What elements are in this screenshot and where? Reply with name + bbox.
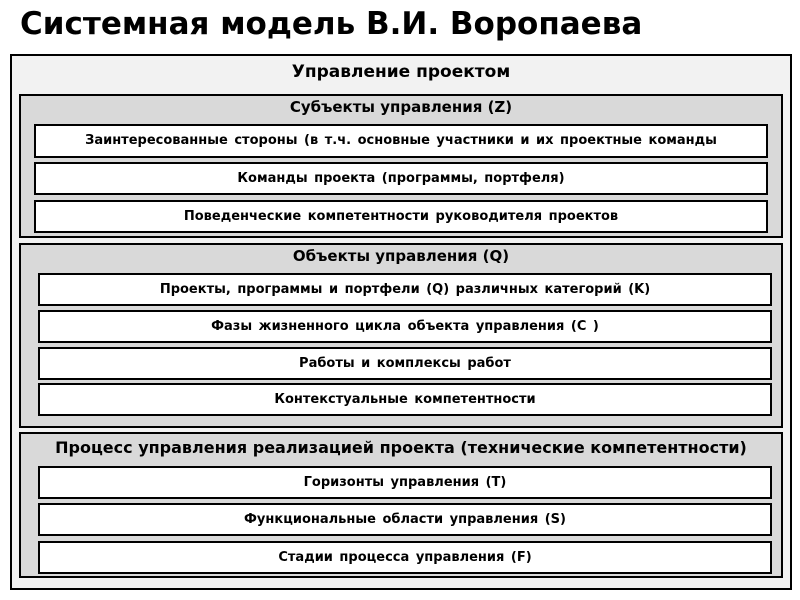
subjects-group-title: Субъекты управления (Z) bbox=[289, 98, 513, 116]
process-item-management-stages: Стадии процесса управления (F) bbox=[38, 541, 772, 574]
process-group-title: Процесс управления реализацией проекта (технические компетентности) bbox=[55, 438, 747, 457]
objects-item-works-and-complexes: Работы и комплексы работ bbox=[38, 347, 772, 380]
subjects-group bbox=[19, 94, 783, 238]
project-management-frame bbox=[10, 54, 792, 590]
subjects-item-project-teams: Команды проекта (программы, портфеля) bbox=[34, 162, 768, 195]
objects-group bbox=[19, 243, 783, 428]
objects-group-title: Объекты управления (Q) bbox=[292, 247, 510, 265]
subjects-item-stakeholders: Заинтересованные стороны (в т.ч. основные участники и их проектные команды bbox=[34, 124, 768, 158]
objects-item-contextual-competences: Контекстуальные компетентности bbox=[38, 383, 772, 416]
process-item-management-horizons: Горизонты управления (T) bbox=[38, 466, 772, 499]
diagram-title: Управление проектом bbox=[291, 62, 511, 82]
page-title: Системная модель В.И. Воропаева bbox=[20, 6, 643, 42]
process-group bbox=[19, 432, 783, 578]
process-item-functional-areas: Функциональные области управления (S) bbox=[38, 503, 772, 536]
subjects-item-behavioral-competences: Поведенческие компетентности руководителя проектов bbox=[34, 200, 768, 233]
objects-item-lifecycle-phases: Фазы жизненного цикла объекта управления (C ) bbox=[38, 310, 772, 343]
objects-item-projects-programs-portfolios: Проекты, программы и портфели (Q) различных категорий (K) bbox=[38, 273, 772, 306]
